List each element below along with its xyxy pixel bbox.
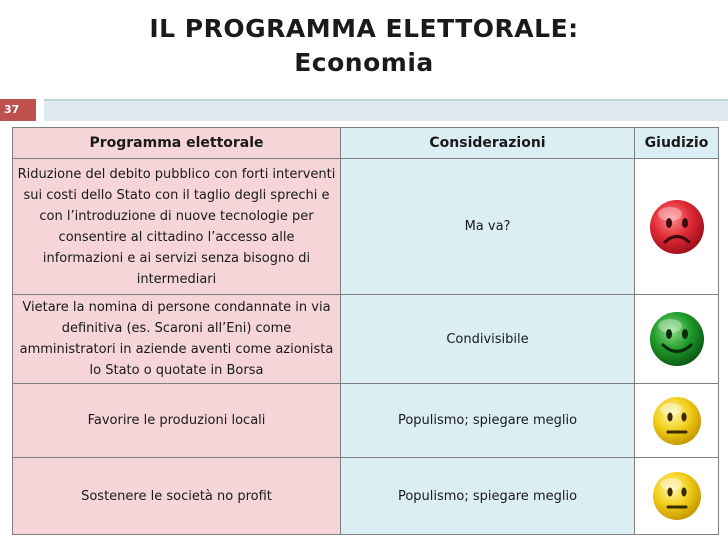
title-line-2: Economia [294,48,434,77]
neutral-yellow-face-icon [651,470,703,522]
cell-programma: Riduzione del debito pubblico con forti interventi sui costi dello Stato con il taglio degli sprechi e con l’introduzione di nuove tecnologie per consentire al cittadino l’accesso alle informazioni e ai servizi senza bisogno di intermediari [13,159,341,295]
header-programma: Programma elettorale [13,128,341,159]
table-row [13,295,719,384]
cell-programma: Favorire le produzioni locali [13,384,341,458]
cell-considerazioni: Populismo; spiegare meglio [341,458,635,535]
table-row [13,458,719,535]
table-row [13,384,719,458]
program-table [12,127,719,535]
cell-considerazioni: Condivisibile [341,295,635,384]
neutral-yellow-face-icon [651,395,703,447]
cell-programma: Vietare la nomina di persone condannate in via definitiva (es. Scaroni all’Eni) come amministratori in aziende aventi come azionista lo Stato o quotate in Borsa [13,295,341,384]
page-title [0,12,728,80]
cell-giudizio [635,384,719,458]
title-line-1: IL PROGRAMMA ELETTORALE: [149,14,579,43]
header-considerazioni: Considerazioni [341,128,635,159]
cell-giudizio [635,159,719,295]
cell-giudizio [635,295,719,384]
sad-red-face-icon [648,198,706,256]
cell-considerazioni: Ma va? [341,159,635,295]
slide-number: 37 [0,99,36,121]
header-bar [44,99,728,121]
header-giudizio: Giudizio [635,128,719,159]
happy-green-face-icon [648,310,706,368]
cell-considerazioni: Populismo; spiegare meglio [341,384,635,458]
cell-programma: Sostenere le società no profit [13,458,341,535]
cell-giudizio [635,458,719,535]
table-header-row [13,128,719,159]
table-row [13,159,719,295]
